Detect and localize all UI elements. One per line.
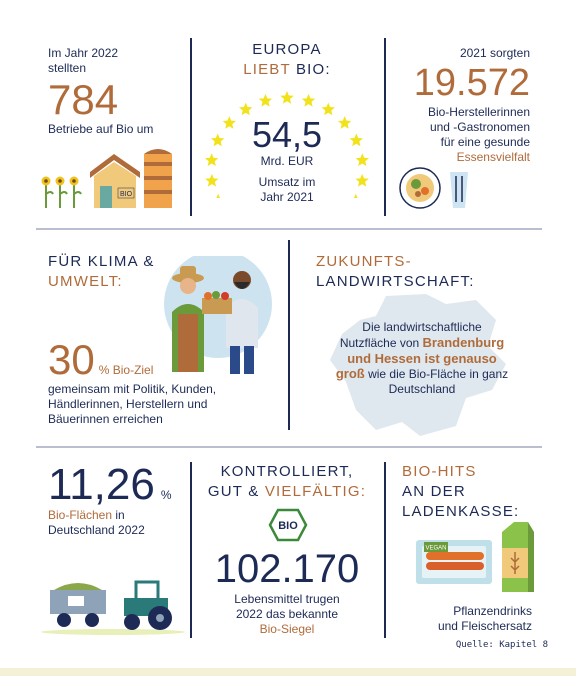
block-klima-line2: Händlerinnen, Herstellern und [48, 397, 208, 411]
block-siegel-heading-1: KONTROLLIERT, [220, 463, 354, 480]
block-europa-unit: Mrd. EUR [260, 154, 314, 168]
block-betriebe-intro-2: stellten [48, 61, 87, 75]
footer-band [0, 668, 576, 676]
block-europa-heading-2 [192, 60, 382, 80]
block-hersteller-line4: Essensvielfalt [456, 150, 530, 164]
divider-vertical-5 [384, 462, 386, 638]
block-hersteller-intro: 2021 sorgten [459, 46, 530, 60]
block-ladenkasse-heading-1: BIO-HITS [402, 463, 477, 480]
block-klima-body [48, 338, 288, 427]
block-europa-heading-navy: BIO: [290, 61, 331, 78]
block-hersteller-number: 19.572 [413, 62, 530, 104]
vegetable-crate-icon [202, 291, 232, 314]
block-ladenkasse-line2: und Fleischersatz [437, 619, 532, 633]
block-zukunft-line4-bold: groß [335, 366, 365, 381]
block-ladenkasse-heading-3: LADENKASSE: [402, 503, 520, 520]
block-zukunft-line4 [300, 366, 544, 382]
block-ladenkasse-body [400, 604, 532, 634]
block-siegel-heading-2b: VIELFÄLTIG: [264, 483, 367, 500]
vegan-sausage-pack-icon [416, 540, 492, 584]
block-siegel-line1: Lebensmittel trugen [234, 592, 340, 606]
block-europa-caption-2: Jahr 2021 [260, 190, 314, 204]
silo-icon [144, 149, 172, 208]
divider-horizontal-2 [36, 446, 542, 448]
block-siegel-body [192, 546, 382, 637]
block-zukunft-line3: und Hessen ist genauso [347, 351, 497, 366]
block-europa-caption-1: Umsatz im [258, 175, 316, 189]
block-siegel-heading-2 [192, 482, 382, 502]
eu-star-icon [322, 103, 335, 116]
block-betriebe-intro-1: Im Jahr 2022 [48, 46, 119, 60]
block-europa-heading-brown: LIEBT [243, 61, 291, 78]
block-zukunft-line2-bold: Brandenburg [422, 335, 505, 350]
block-flaechen-number-row [48, 462, 188, 508]
block-betriebe [48, 46, 188, 137]
barn-label: BIO [119, 191, 133, 198]
barn-icon [90, 154, 140, 208]
block-klima-number: 30 [48, 336, 95, 383]
block-klima-number-row [48, 338, 288, 382]
block-klima-heading-1: FÜR KLIMA & [48, 253, 155, 270]
eu-star-icon [280, 91, 293, 104]
block-klima-line3: Bäuerinnen erreichen [48, 412, 163, 426]
eu-star-icon [239, 103, 252, 116]
block-siegel-line3: Bio-Siegel [259, 622, 315, 636]
divider-vertical-2 [384, 38, 386, 216]
block-siegel-heading-2a: GUT & [207, 483, 265, 500]
block-siegel-line2: 2022 das bekannte [235, 607, 339, 621]
farm-illustration [36, 148, 178, 214]
source-note: Quelle: Kapitel 8 [455, 640, 548, 650]
block-europa-number: 54,5 [251, 114, 323, 155]
block-ladenkasse-line1: Pflanzendrinks [453, 604, 532, 618]
plant-drink-carton-icon [502, 522, 534, 592]
block-zukunft [316, 252, 536, 292]
block-klima-suffix: % Bio-Ziel [98, 363, 154, 377]
block-flaechen-line1-brown: Bio-Flächen [48, 508, 113, 522]
block-hersteller [394, 46, 530, 165]
block-zukunft-heading-1: ZUKUNFTS- [316, 253, 412, 270]
plate-icon [400, 168, 440, 208]
block-zukunft-line5: Deutschland [388, 382, 456, 396]
block-hersteller-line1: Bio-Herstellerinnen [427, 105, 530, 119]
block-europa-heading-1: EUROPA [252, 41, 322, 58]
eu-star-icon [259, 94, 272, 107]
block-klima-heading-2: UMWELT: [48, 273, 123, 290]
tractor-icon [124, 582, 172, 630]
block-betriebe-caption: Betriebe auf Bio um [48, 122, 154, 136]
block-flaechen [48, 462, 188, 538]
divider-vertical-3 [288, 240, 290, 430]
block-zukunft-heading-2: LANDWIRTSCHAFT: [316, 273, 475, 290]
block-europa-values [200, 116, 374, 205]
block-zukunft-line1: Die landwirtschaftliche [362, 320, 482, 334]
block-flaechen-number: 11,26 [48, 460, 155, 509]
block-ladenkasse [402, 462, 542, 522]
cutlery-icon [450, 172, 468, 208]
block-europa [192, 40, 382, 80]
block-hersteller-line3: für eine gesunde [440, 135, 530, 149]
block-siegel [192, 462, 382, 502]
grocery-illustration [414, 518, 536, 598]
bio-seal-badge [268, 508, 308, 542]
tractor-illustration [40, 576, 186, 636]
eu-star-icon [302, 94, 315, 107]
block-zukunft-line2-pre: Nutzfläche von [339, 336, 423, 350]
bio-seal-label: BIO [278, 520, 298, 532]
divider-horizontal-1 [36, 228, 542, 230]
vegan-pack-label: VEGAN [425, 545, 447, 552]
block-flaechen-line1-post: in [112, 508, 125, 522]
trailer-icon [50, 583, 106, 627]
sunflower-icon [42, 177, 82, 209]
block-flaechen-line2: Deutschland 2022 [48, 523, 145, 537]
block-zukunft-line2 [300, 335, 544, 351]
block-hersteller-line2: und -Gastronomen [429, 120, 530, 134]
block-zukunft-text [300, 320, 544, 397]
block-betriebe-number: 784 [48, 76, 119, 123]
block-zukunft-line4-post: wie die Bio-Fläche in ganz [364, 367, 509, 381]
block-klima-line1: gemeinsam mit Politik, Kunden, [48, 382, 217, 396]
plate-cutlery-illustration [398, 166, 474, 212]
block-flaechen-line1 [48, 508, 188, 523]
block-ladenkasse-heading-2: AN DER [402, 483, 466, 500]
block-flaechen-suffix: % [160, 488, 172, 502]
block-siegel-number: 102.170 [214, 547, 360, 591]
